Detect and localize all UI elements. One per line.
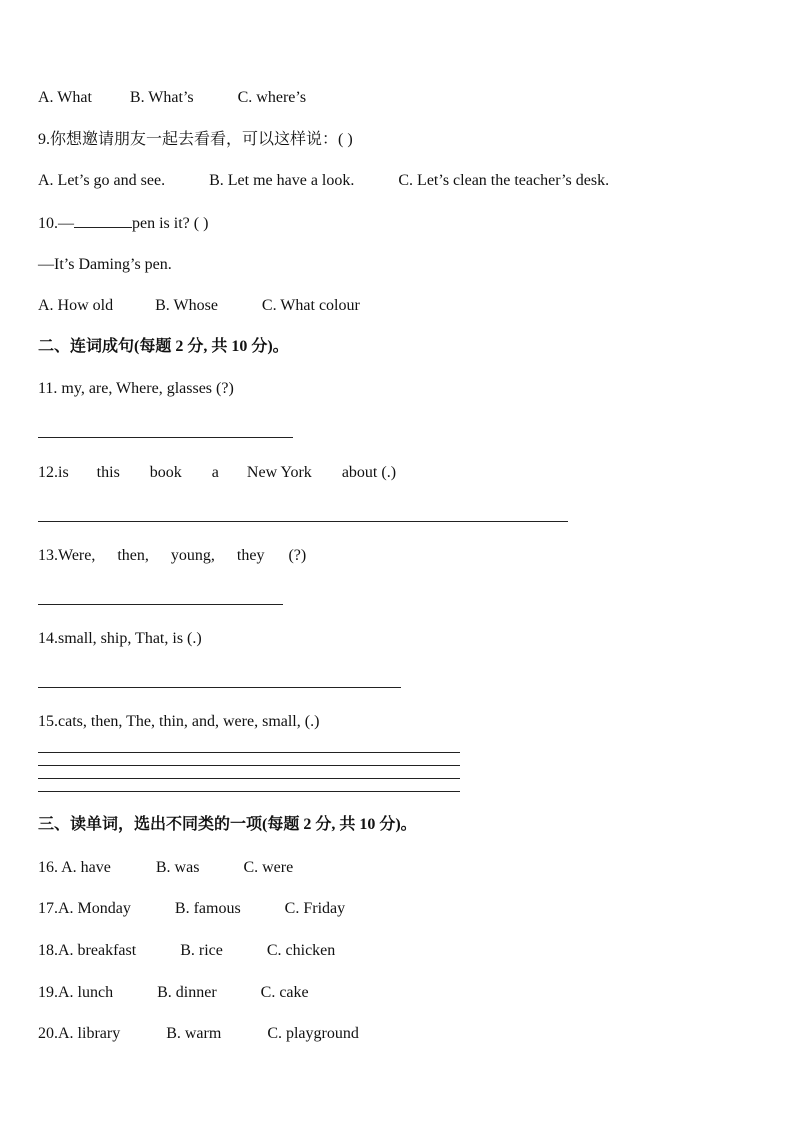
q13-word: young, (170, 547, 215, 564)
q12-word: a (211, 464, 219, 481)
q10-option-b: B. Whose (155, 297, 218, 314)
q19-option-a: 19.A. lunch (38, 984, 114, 1001)
q10-prompt (38, 213, 208, 234)
q10-answer-line: —It’s Daming’s pen. (38, 256, 172, 273)
q13-words (38, 546, 306, 566)
q18-options (38, 941, 335, 961)
q15-answer-line[interactable] (38, 778, 460, 779)
q12-word: New York (246, 464, 312, 481)
q13-word: (?) (288, 547, 307, 564)
q12-words (38, 463, 396, 483)
q9-option-b: B. Let me have a look. (209, 172, 355, 189)
section3-title: 三、读单词，选出不同类的一项(每题 2 分, 共 10 分)。 (38, 816, 417, 833)
q9-options (38, 171, 609, 191)
q17-option-a: 17.A. Monday (38, 900, 131, 917)
q8-option-c: C. where’s (237, 89, 307, 106)
q11-answer-line[interactable] (38, 437, 293, 438)
q10-suffix: pen is it? ( ) (132, 215, 209, 232)
q20-option-b: B. warm (166, 1025, 222, 1042)
q16-option-b: B. was (155, 859, 200, 876)
q14-words: 14.small, ship, That, is (.) (38, 630, 202, 647)
q20-option-a: 20.A. library (38, 1025, 121, 1042)
q15-answer-line[interactable] (38, 752, 460, 753)
q16-option-a: 16. A. have (38, 859, 111, 876)
q15-answer-line[interactable] (38, 765, 460, 766)
q19-options (38, 983, 309, 1003)
q11-words: 11. my, are, Where, glasses (?) (38, 380, 234, 397)
q8-option-a: A. What (38, 89, 92, 106)
q12-word: this (96, 464, 120, 481)
q20-options (38, 1024, 359, 1044)
q18-option-a: 18.A. breakfast (38, 942, 137, 959)
q10-option-a: A. How old (38, 297, 114, 314)
q17-options (38, 899, 345, 919)
q12-word: 12.is (38, 464, 69, 481)
q13-word: 13.Were, (38, 547, 96, 564)
q10-options (38, 296, 360, 316)
q8-options (38, 88, 306, 108)
q17-option-c: C. Friday (284, 900, 346, 917)
q13-answer-line[interactable] (38, 604, 283, 605)
q14-answer-line[interactable] (38, 687, 401, 688)
q19-option-c: C. cake (260, 984, 309, 1001)
q18-option-b: B. rice (180, 942, 223, 959)
q15-words: 15.cats, then, The, thin, and, were, small, (.) (38, 713, 320, 730)
q15-answer-line[interactable] (38, 791, 460, 792)
q13-word: they (236, 547, 265, 564)
q19-option-b: B. dinner (157, 984, 217, 1001)
q18-option-c: C. chicken (266, 942, 336, 959)
section2-title: 二、连词成句(每题 2 分, 共 10 分)。 (38, 338, 289, 355)
q16-options (38, 858, 293, 878)
q8-option-b: B. What’s (129, 89, 194, 106)
q10-option-c: C. What colour (261, 297, 360, 314)
q12-answer-line[interactable] (38, 521, 568, 522)
q10-prefix: 10.— (38, 215, 74, 232)
q10-blank[interactable] (74, 213, 132, 228)
q9-prompt: 9.你想邀请朋友一起去看看，可以这样说：( ) (38, 131, 353, 148)
q13-word: then, (117, 547, 149, 564)
q12-word: about (.) (341, 464, 397, 481)
q20-option-c: C. playground (267, 1025, 359, 1042)
q17-option-b: B. famous (174, 900, 241, 917)
q9-option-c: C. Let’s clean the teacher’s desk. (398, 172, 610, 189)
q16-option-c: C. were (243, 859, 294, 876)
q9-option-a: A. Let’s go and see. (38, 172, 166, 189)
q12-word: book (149, 464, 182, 481)
